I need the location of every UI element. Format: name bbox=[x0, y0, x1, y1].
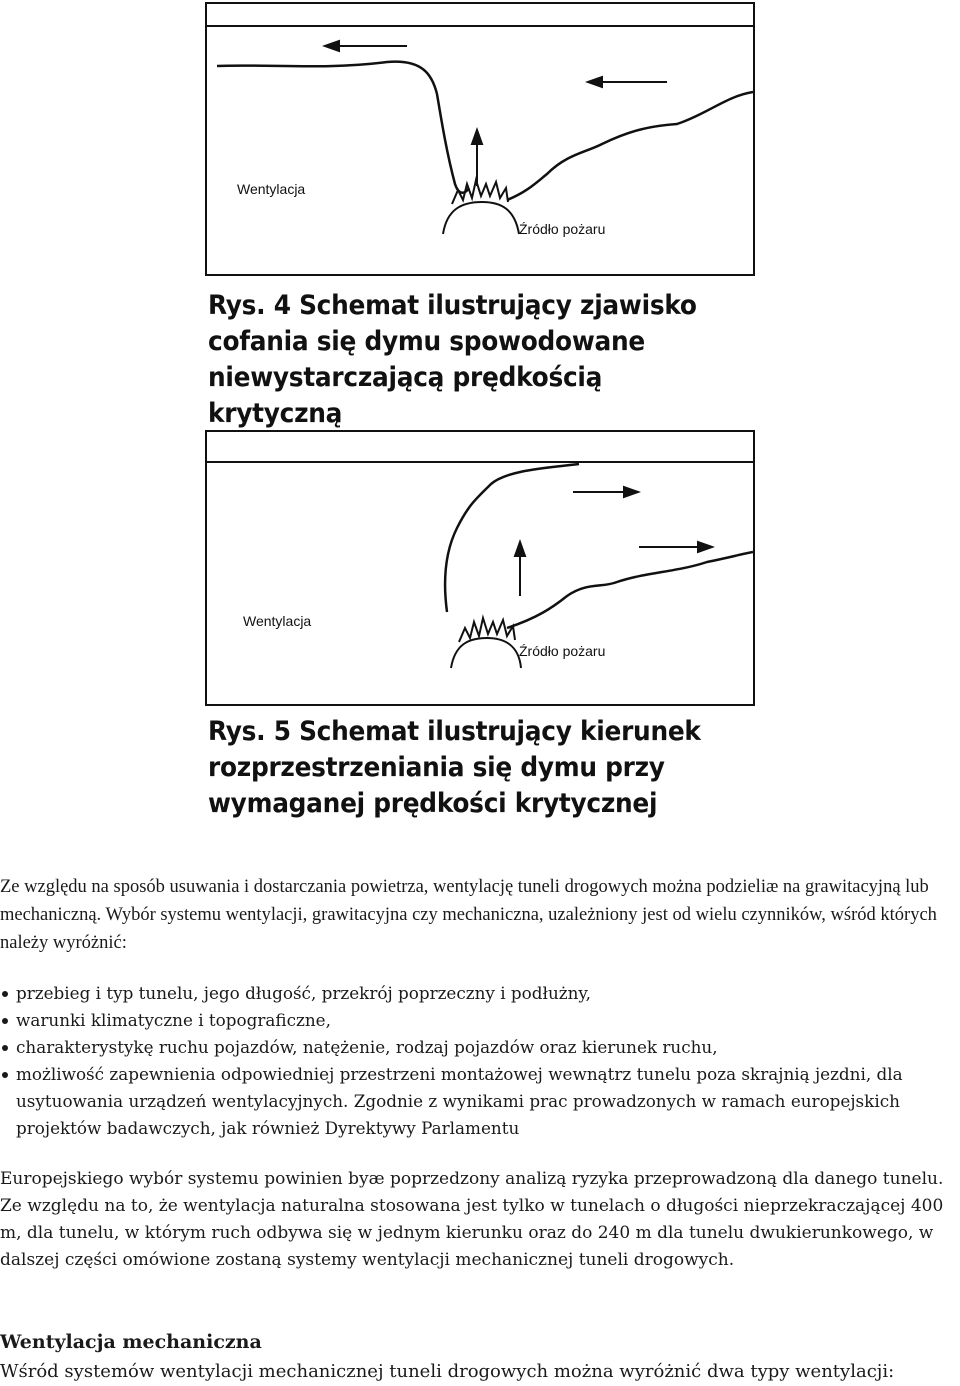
label-fire-source: Źródło pożaru bbox=[519, 643, 606, 659]
figure-1-caption: Rys. 4 Schemat ilustrujący zjawisko cofania się dymu spowodowane niewystarczającą prędkością krytyczną bbox=[208, 290, 697, 429]
factors-list bbox=[0, 980, 960, 1142]
smoke-boundary-upper bbox=[445, 464, 579, 612]
arrow-right-1 bbox=[573, 487, 638, 497]
arrow-left-1 bbox=[325, 41, 407, 51]
figure-smoke-critical-velocity bbox=[205, 430, 755, 706]
figure-smoke-backlayering bbox=[205, 2, 755, 276]
fire-source-base bbox=[451, 638, 521, 668]
figure-2-diagram bbox=[207, 432, 753, 704]
label-ventilation: Wentylacja bbox=[237, 181, 306, 197]
arrow-up bbox=[515, 542, 525, 596]
fire-source-base bbox=[443, 202, 519, 234]
list-item: przebieg i typ tunelu, jego długość, przekrój poprzeczny i podłużny, bbox=[0, 980, 960, 1007]
intro-paragraph: Ze względu na sposób usuwania i dostarczania powietrza, wentylację tuneli drogowych można podzieliæ na grawitacyjną lub mechaniczną. Wybór systemu wentylacji, grawitacyjna czy mechaniczna, uzależniony jest od wielu czynników, wśród których należy wyróżnić: bbox=[0, 877, 937, 953]
label-ventilation: Wentylacja bbox=[243, 613, 312, 629]
figure-2-caption: Rys. 5 Schemat ilustrujący kierunek rozprzestrzeniania się dymu przy wymaganej prędkości krytycznej bbox=[208, 716, 701, 819]
section-heading: Wentylacja mechaniczna bbox=[0, 1331, 262, 1353]
label-fire-source: Źródło pożaru bbox=[519, 221, 606, 237]
arrow-right-2 bbox=[639, 542, 712, 552]
smoke-back-curve bbox=[507, 92, 753, 200]
section-intro: Wśród systemów wentylacji mechanicznej tuneli drogowych można wyróżnić dwa typy wentylacji: bbox=[0, 1361, 895, 1382]
smoke-boundary-lower bbox=[507, 552, 753, 628]
list-item: warunki klimatyczne i topograficzne, bbox=[0, 1007, 960, 1034]
arrow-left-2 bbox=[588, 77, 667, 87]
list-item: charakterystykę ruchu pojazdów, natężenie, rodzaj pojazdów oraz kierunek ruchu, bbox=[0, 1034, 960, 1061]
figure-1-diagram bbox=[207, 4, 753, 274]
smoke-front-curve bbox=[217, 62, 469, 193]
arrow-up bbox=[472, 130, 482, 186]
continuation-paragraph: Europejskiego wybór systemu powinien byæ poprzedzony analizą ryzyka przeprowadzoną dla danego tunelu. Ze względu na to, że wentylacja naturalna stosowana jest tylko w tunelach o długości nieprzekraczającej 400 m, dla tunelu, w którym ruch odbywa się w jednym kierunku oraz do 240 m dla tunelu dwukierunkowego, w dalszej części omówione zostaną systemy wentylacji mechanicznej tuneli drogowych. bbox=[0, 1169, 944, 1270]
list-item: możliwość zapewnienia odpowiedniej przestrzeni montażowej wewnątrz tunelu poza skrajnią jezdni, dla usytuowania urządzeń wentylacyjnych. Zgodnie z wynikami prac prowadzonych w ramach europejskich projektów badawczych, jak również Dyrektywy Parlamentu bbox=[0, 1061, 960, 1142]
